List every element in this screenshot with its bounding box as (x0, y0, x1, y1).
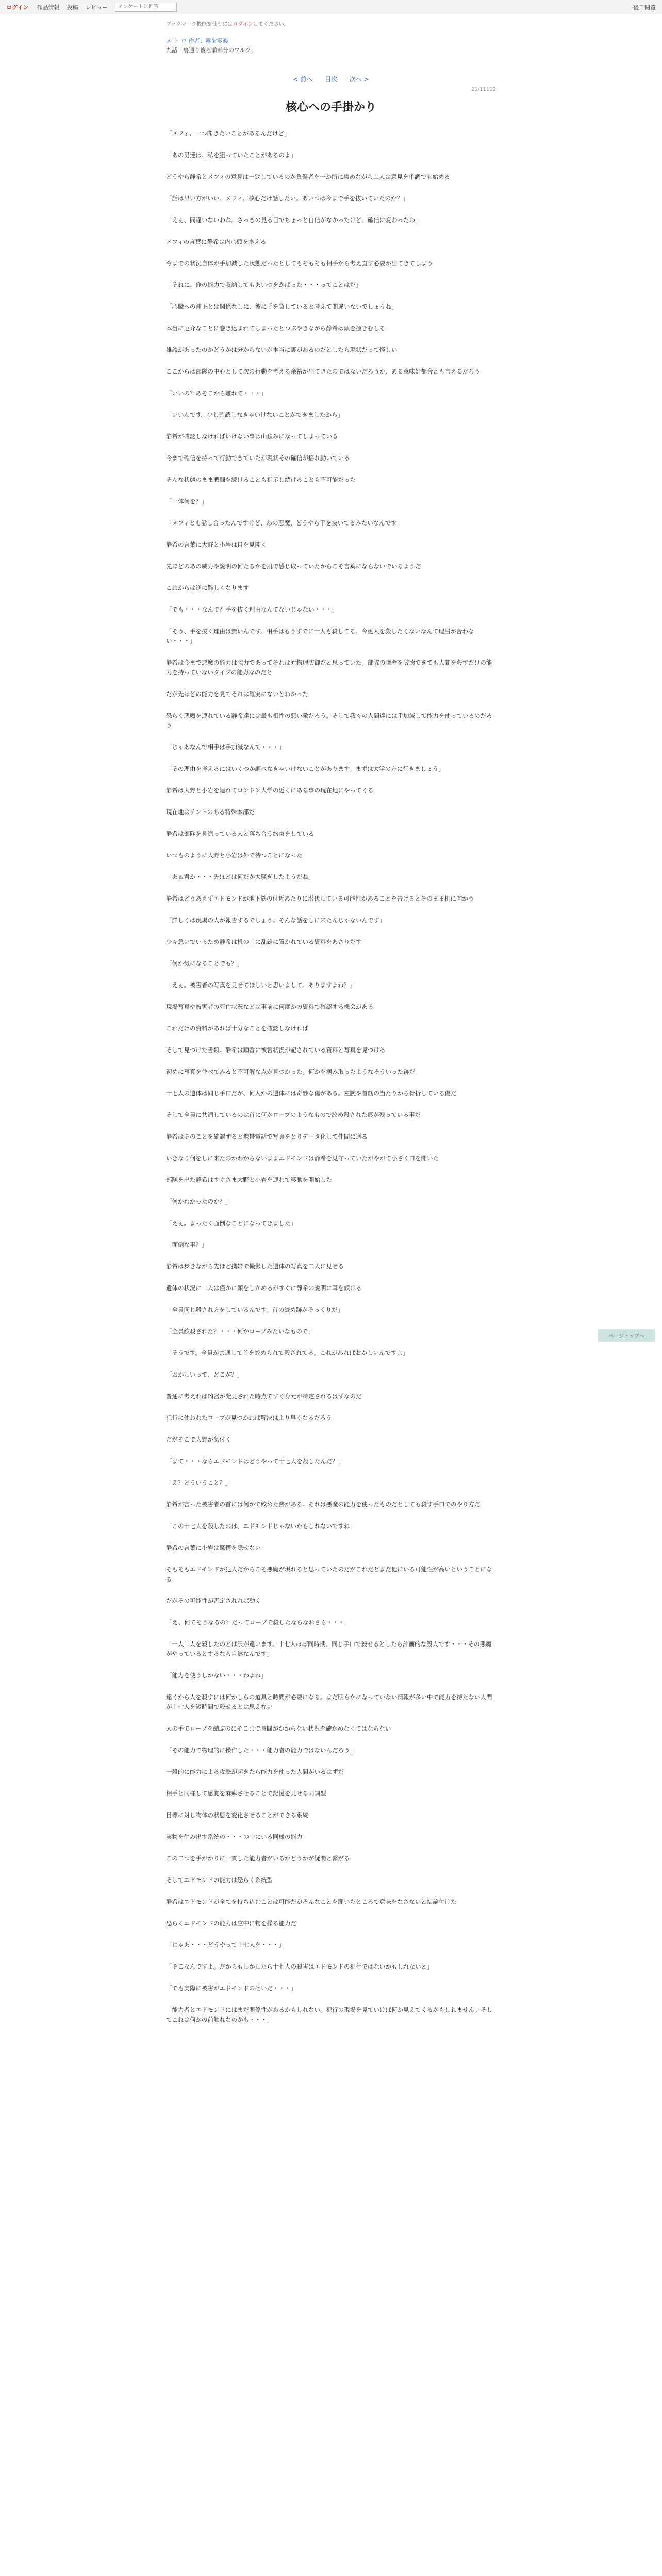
next-chapter-link[interactable]: 次へ > (349, 76, 369, 83)
story-paragraph: だがそこで大野が気付く (166, 1436, 231, 1443)
story-paragraph: 「面倒な事？」 (166, 1241, 208, 1248)
story-paragraph: 「全員絞殺された？・・・何かロープみたいなもので」 (166, 1328, 314, 1335)
chapter-title: 九話「裏通り後ろ前部分のワルツ」 (166, 47, 257, 54)
story-paragraph: ここからは部隊の中心として次の行動を考える余裕が出てきたのではないだろうか、ある意味好都合とも言えるだろう (166, 368, 481, 375)
story-paragraph: 静希はエドモンドが全てを持ち込むことは可能だがそんなことを聞いたところで意味をなさないと結論付けた (166, 1898, 457, 1905)
story-paragraph: これからは逆に難しくなります (166, 584, 249, 591)
story-paragraph: 「でも実際に被害がエドモンドのせいだ・・・」 (166, 1985, 296, 1992)
story-paragraph: 相手と同様して感覚を麻痺させることで記憶を見せる同調型 (166, 1790, 326, 1797)
story-paragraph: 初めに写真を並べてみると不可解な点が見つかった。何かを掴み取ったようなそういった跡だ (166, 1068, 415, 1075)
episode-title: 核心への手掛かり (285, 101, 376, 114)
story-paragraph: いきなり何をしに来たのかわからないままエドモンドは静希を見守っていたがやがて小さく口を開いた (166, 1155, 439, 1162)
story-paragraph: 「え、何てそうなるの？だってロープで殺したならなおさら・・・」 (166, 1619, 350, 1626)
story-paragraph: 雑談があったのかどうかは分からないが本当に裏があるのだとしたら現状だって怪しい (166, 346, 398, 353)
story-paragraph: 静希が確認しなければいけない事は山積みになってしまっている (166, 433, 338, 440)
prev-chapter-link[interactable]: < 前へ (293, 76, 313, 83)
story-paragraph: そんな状態のまま戦闘を続けることも指示し続けることも不可能だった (166, 476, 356, 483)
story-paragraph: 一般的に能力による攻撃が起きたら能力を使った人間がいるはずだ (166, 1768, 344, 1775)
story-paragraph: 今まで確信を持って行動できていたが現状その確信が揺れ動いている (166, 454, 350, 462)
story-paragraph: そしてエドモンドの能力は恐らく系統型 (166, 1876, 273, 1884)
story-paragraph: だが先ほどの能力を見てそれは確実にないとわかった (166, 690, 308, 698)
story-paragraph: 目標に対し物体の状態を変化させることができる系統 (166, 1811, 308, 1819)
story-paragraph: 「一人二人を殺したのとは訳が違います。十七人ほぼ同時期、同じ手口で殺せるとしたら計画的な殺人です・・・その悪魔がやっているとするなら自然なんです」 (166, 1640, 492, 1657)
main-content (166, 20, 496, 2025)
page-number: 21/11112 (471, 87, 496, 92)
story-paragraph: 「でも・・・なんで？手を抜く理由なんてないじゃない・・・」 (166, 606, 338, 613)
story-paragraph: 「一体何を？」 (166, 498, 208, 505)
index-link[interactable]: 目次 (324, 76, 337, 83)
notice-suffix: してください。 (253, 22, 289, 27)
story-paragraph: 恐らく悪魔を連れている静希達には最も相性の悪い敵だろう。そして我々の人間達には手加減して能力を使っているのだろう (166, 712, 492, 729)
story-paragraph: 現在地はテントのある特殊本部だ (166, 808, 255, 816)
nav-item-review[interactable]: レビュー (85, 4, 108, 11)
story-paragraph: 「あぁ君か・・・先ほどは何だか大騒ぎしたようだね」 (166, 873, 315, 880)
story-paragraph: 「この十七人を殺したのは、エドモンドじゃないかもしれないですね」 (166, 1522, 356, 1530)
story-paragraph: 静希が言った被害者の首には何かで絞めた跡がある。それは悪魔の能力を使ったものだとしても殺す手口でのやり方だ (166, 1501, 481, 1508)
story-paragraph: 「えぇ。まったく面倒なことになってきました」 (166, 1219, 296, 1227)
story-paragraph: メフィの言葉に静希は内心頭を抱える (166, 238, 267, 245)
story-paragraph: 少々急いでいるため静希は机の上に乱雑に置かれている資料をあさりだす (166, 938, 362, 945)
story-paragraph: 静希は今まで悪魔の能力は強力であってそれは対物理防御だと思っていた。部隊の障壁を破壊できても人間を殺すだけの能力を持っていないタイプの能力なのだと (166, 659, 492, 676)
story-paragraph: 「あの男達は、私を狙っていたことがあるのよ」 (166, 151, 296, 159)
story-paragraph: 「え？どういうこと？」 (166, 1479, 231, 1486)
story-paragraph: 「えぇ、間違いないわね。さっきの見る目でちょっと自信がなかったけど、確信に変わったわ」 (166, 216, 421, 224)
story-paragraph: 「まて・・・ならエドモンドはどうやって十七人を殺したんだ？」 (166, 1458, 344, 1465)
story-paragraph: 静希は部隊を見繕っている人と落ち合う約束をしている (166, 830, 315, 837)
story-paragraph: 先ほどのあの威力や説明の何たるかを肌で感じ取っていたからこそ言葉にならないでいるようだ (166, 563, 421, 570)
story-paragraph: 「メフィとも話し合ったんですけど、あの悪魔、どうやら手を抜いてるみたいなんです」 (166, 519, 403, 527)
story-paragraph: 静希は大野と小岩を連れてロンドン大学の近くにある事の現在地にやってくる (166, 787, 374, 794)
story-paragraph: 「それに、俺の能力で収納してもあいつをかばった・・・ってことはだ」 (166, 281, 362, 289)
story-paragraph: そして全員に共通しているのは首に何かロープのようなもので絞め殺された痕が残っている事だ (166, 1111, 421, 1118)
story-paragraph: この二つを手がかりに一貫した能力者がいるかどうかが疑問と繋がる (166, 1855, 350, 1862)
story-paragraph: 「能力を使うしかない・・・わよね」 (166, 1672, 267, 1679)
story-paragraph: 「能力者とエドモンドにはまだ関係性があるかもしれない。犯行の現場を見ていけば何か見えてくるかもしれません。そしてこれは何かの前触れなのかも・・・」 (166, 2006, 493, 2023)
story-paragraph: 本当に厄介なことに巻き込まれてしまったとつぶやきながら静希は頭を掻きむしる (166, 325, 386, 332)
story-paragraph: 「そこなんですよ。だからもしかしたら十七人の殺害はエドモンドの犯行ではないかもしれないと」 (166, 1963, 433, 1970)
story-paragraph: 普通に考えれば凶器が発見された時点ですぐ身元が特定されるはずなのだ (166, 1393, 362, 1400)
story-paragraph: 現場写真や被害者の死亡状況などは事前に何度かの資料で確認する機会がある (166, 1003, 374, 1010)
bookmark-notice (166, 20, 496, 27)
story-paragraph: 部隊を出た静希はすぐさま大野と小岩を連れて移動を開始した (166, 1176, 332, 1183)
story-paragraph: 「えぇ。被害者の写真を見せてほしいと思いまして。ありますよね？」 (166, 981, 356, 989)
story-paragraph: 「全員同じ殺され方をしているんです。首の絞め跡がそっくりだ」 (166, 1306, 344, 1313)
story-paragraph: 「話は早い方がいい。メフィ、核心だけ話したい。あいつは今まで手を抜いていたのか？」 (166, 195, 409, 202)
story-paragraph: 「何かわかったのか？」 (166, 1198, 231, 1205)
story-paragraph: 十七人の遺体は同じ手口だが、何人かの遺体には奇妙な傷がある。左腕や首筋の当たりから骨折している傷だ (166, 1090, 457, 1097)
story-paragraph: 遠くから人を殺すには何かしらの道具と時間が必要になる。まだ明らかになっていない情報が多い中で能力を持たない人間が十七人を短時間で殺せるとは思えない (166, 1693, 492, 1710)
story-paragraph: これだけの資料があれば十分なことを確認しなければ (166, 1025, 308, 1032)
page-top-button[interactable]: ページトップへ (598, 1329, 655, 1342)
story-paragraph: 「何か気になることでも？」 (166, 960, 243, 967)
story-paragraph: 「そうです。全員が共通して首を絞められて殺されてる。これがあればおかしいんですよ」 (166, 1349, 409, 1357)
top-navigation-bar (0, 0, 662, 14)
story-paragraph: 静希はそのことを確認すると携帯電話で写真をとりデータ化して仲間に送る (166, 1133, 368, 1140)
story-paragraph: 「いいの？あそこから離れて・・・」 (166, 389, 267, 397)
story-paragraph: いつものように大野と小岩は外で待つことになった (166, 852, 303, 859)
story-paragraph: 「心臓への補正とは関係なしに、彼に手を貸していると考えて間違いないでしょうね」 (166, 303, 398, 310)
story-paragraph: 静希の言葉に小岩は驚愕を隠せない (166, 1544, 261, 1551)
work-author-meta[interactable]: メ ト ロ 作者：霧歯零楽 (166, 38, 228, 44)
story-paragraph: どうやら静希とメフィの意見は一致しているのか負傷者を一か所に集めながら二人は意見を単調でも始める (166, 173, 451, 180)
story-paragraph: 「おかしいって、どこが？」 (166, 1371, 243, 1378)
story-paragraph: 「じゃあなんで相手は手加減なんて・・・」 (166, 743, 285, 751)
story-paragraph: 恐らくエドモンドの能力は空中に物を操る能力だ (166, 1920, 296, 1927)
nav-item-post[interactable]: 投稿 (67, 4, 78, 11)
story-paragraph: 静希の言葉に大野と小岩は目を見開く (166, 541, 267, 548)
chapter-pager (166, 75, 496, 83)
story-paragraph: そもそもエドモンドが犯人だからこそ悪魔が現れると思っていたのだがこれだとまだ他にいる可能性が高いということになる (166, 1566, 492, 1583)
story-paragraph: 遺体の状況に二人は僅かに顔をしかめるがすぐに静希の説明に耳を傾ける (166, 1284, 362, 1292)
story-paragraph: 「そう、手を抜く理由は無いんです。相手はもうすでに十人も殺してる。今更人を殺したくないなんて理屈が合わない・・・」 (166, 628, 474, 645)
login-link[interactable]: ログイン (6, 4, 29, 11)
story-paragraph: 今までの状況自体が手加減した状態だったとしてもそもそも相手から考え直す必要が出てきてしまう (166, 260, 433, 267)
story-paragraph: 「その理由を考えるにはいくつか調べなきゃいけないことがあります。まずは大学の方に行きましょう」 (166, 765, 444, 772)
story-paragraph: 人の手でロープを結ぶのにそこまで時間がかからない状況を確かめなくてはならない (166, 1725, 391, 1732)
story-paragraph: そして見つけた書類。静希は順番に被害状況が記されている資料と写真を見つける (166, 1046, 386, 1054)
story-paragraph: 「その能力で物理的に操作した・・・能力者の能力ではないんだろう」 (166, 1747, 356, 1754)
search-input[interactable] (115, 3, 177, 12)
notice-login-link[interactable]: ログイン (233, 22, 253, 27)
story-paragraph: だがその可能性が否定されれば動く (166, 1597, 261, 1604)
story-paragraph: 静希はどうあえずエドモンドが地下鉄の付近あたりに潜伏している可能性があることを告げるとそのまま机に向かう (166, 895, 474, 902)
story-body (166, 129, 496, 2025)
story-paragraph: 「じゃあ・・・どうやって十七人を・・・」 (166, 1941, 285, 1948)
story-paragraph: 「いいんです。少し確認しなきゃいけないことができましたから」 (166, 411, 344, 418)
nav-item-works[interactable]: 作品情報 (37, 4, 60, 11)
story-paragraph: 犯行に使われたロープが見つかれば解決はより早くなるだろう (166, 1414, 332, 1421)
story-paragraph: 実物を生み出す系統の・・・の中にいる同様の能力 (166, 1833, 303, 1840)
notice-prefix: ブックマーク機能を使うには (166, 22, 233, 27)
story-paragraph: 静希は歩きながら先ほど携帯で撮影した遺体の写真を二人に見せる (166, 1263, 344, 1270)
story-paragraph: 「メフィ、一つ聞きたいことがあるんだけど」 (166, 130, 290, 137)
read-later-link[interactable]: 後日閲覧 (633, 4, 656, 11)
story-paragraph: 「詳しくは現場の人が報告するでしょう。そんな話をしに来たんじゃないんです」 (166, 917, 386, 924)
